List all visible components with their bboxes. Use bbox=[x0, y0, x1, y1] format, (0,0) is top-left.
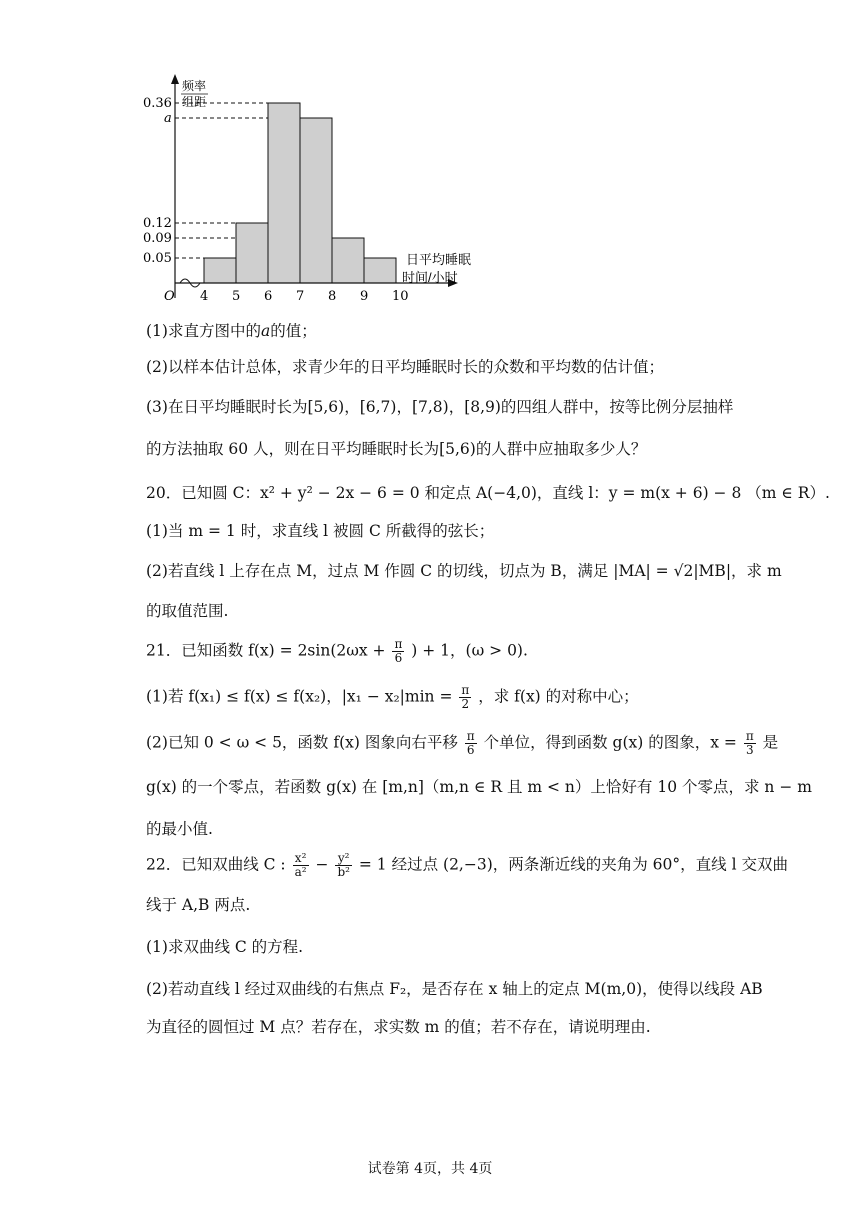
histogram-bar bbox=[204, 258, 236, 283]
q20-part2-line2: 的取值范围. bbox=[146, 602, 229, 620]
histogram-bar bbox=[236, 223, 268, 283]
q21-part2-line2: g(x) 的一个零点，若函数 g(x) 在 [m,n]（m,n ∈ R 且 m < n）上恰好有 10 个零点，求 n − m bbox=[146, 778, 812, 796]
q21-part1 bbox=[146, 684, 820, 711]
frac-num: π bbox=[461, 683, 470, 697]
frac-den: 2 bbox=[461, 697, 470, 711]
q22-part2-line1: (2)若动直线 l 经过双曲线的右焦点 F₂，是否存在 x 轴上的定点 M(m,0)，使得以线段 AB bbox=[146, 980, 763, 998]
q20-stem: 20．已知圆 C：x² + y² − 2x − 6 = 0 和定点 A(−4,0)，直线 l：y = m(x + 6) − 8 （m ∈ R）. bbox=[146, 484, 830, 502]
y-tick-label: 0.09 bbox=[143, 231, 172, 246]
ylabel-top: 频率 bbox=[182, 79, 207, 93]
histogram-bar bbox=[300, 118, 332, 283]
x-tick-label: 10 bbox=[392, 289, 409, 304]
q22-stem-post: = 1 经过点 (2,−3)，两条渐近线的夹角为 60°，直线 l 交双曲 bbox=[358, 855, 788, 874]
ylabel-bottom: 组距 bbox=[182, 95, 207, 109]
frac-num: π bbox=[466, 729, 475, 743]
page-footer: 试卷第 4页，共 4页 bbox=[367, 1161, 493, 1177]
q19-p1-var: a bbox=[260, 322, 271, 340]
q22-stem-line2: 线于 A,B 两点. bbox=[146, 896, 251, 914]
q19-p1-post: 的值； bbox=[270, 322, 317, 340]
q21-p1-frac bbox=[459, 684, 471, 711]
q20-part1: (1)当 m = 1 时，求直线 l 被圆 C 所截得的弦长； bbox=[146, 522, 495, 540]
frac-den: 6 bbox=[394, 651, 403, 665]
histogram-chart bbox=[140, 70, 480, 310]
q22-stem bbox=[146, 852, 820, 879]
y-axis-arrow bbox=[171, 74, 179, 84]
q21-stem-post: ) + 1，(ω > 0). bbox=[411, 641, 528, 660]
histogram-bar bbox=[268, 103, 300, 283]
q19-part2: (2)以样本估计总体，求青少年的日平均睡眠时长的众数和平均数的估计值； bbox=[146, 358, 664, 376]
q22-part1: (1)求双曲线 C 的方程. bbox=[146, 938, 304, 956]
frac-den: b² bbox=[337, 865, 350, 879]
frac-num: π bbox=[394, 637, 403, 651]
q20-part2-line1: (2)若直线 l 上存在点 M，过点 M 作圆 C 的切线，切点为 B，满足 |MA| = √2|MB|，求 m bbox=[146, 562, 782, 580]
x-tick-label: 5 bbox=[232, 289, 241, 304]
frac-num: x² bbox=[293, 852, 309, 866]
y-tick-label: 0.12 bbox=[143, 216, 172, 231]
y-tick-label: a bbox=[164, 111, 172, 126]
xlabel-line2: 时间/小时 bbox=[402, 270, 458, 285]
q21-stem-frac bbox=[392, 638, 404, 665]
histogram-bar bbox=[332, 238, 364, 283]
frac-num: y² bbox=[335, 852, 352, 866]
x-tick-label: 9 bbox=[360, 289, 369, 304]
origin-label: O bbox=[164, 289, 175, 304]
frac-den: a² bbox=[294, 865, 307, 879]
q21-part2-line3: 的最小值. bbox=[146, 820, 213, 838]
q19-part3-line2: 的方法抽取 60 人，则在日平均睡眠时长为[5,6)的人群中应抽取多少人？ bbox=[146, 440, 647, 458]
q22-stem-pre: 22．已知双曲线 C : bbox=[146, 855, 286, 874]
frac-num: π bbox=[745, 729, 754, 743]
x-tick-label: 6 bbox=[264, 289, 273, 304]
q21-p2-mid: 个单位，得到函数 g(x) 的图象，x = bbox=[483, 733, 737, 752]
q21-part2-line1 bbox=[146, 730, 820, 757]
y-tick-label: 0.05 bbox=[143, 251, 172, 266]
x-tick-label: 8 bbox=[328, 289, 337, 304]
bars bbox=[204, 103, 396, 283]
q21-stem bbox=[146, 638, 820, 665]
frac-den: 6 bbox=[466, 743, 475, 757]
q22-frac-x bbox=[293, 852, 309, 879]
q19-p1-pre: (1)求直方图中的 bbox=[146, 322, 261, 340]
q19-part3-line1: (3)在日平均睡眠时长为[5,6)，[6,7)，[7,8)，[8,9)的四组人群中，按等比例分层抽样 bbox=[146, 398, 734, 416]
q21-p2-frac2 bbox=[744, 730, 756, 757]
q21-p2-post: 是 bbox=[762, 733, 779, 752]
y-tick-label: 0.36 bbox=[143, 96, 172, 111]
x-tick-label: 7 bbox=[296, 289, 305, 304]
q21-p2-frac1 bbox=[465, 730, 477, 757]
histogram-bar bbox=[364, 258, 396, 283]
x-tick-label: 4 bbox=[200, 289, 209, 304]
frac-den: 3 bbox=[745, 743, 754, 757]
xlabel-line1: 日平均睡眠 bbox=[406, 252, 472, 267]
q21-stem-pre: 21．已知函数 f(x) = 2sin(2ωx + bbox=[146, 641, 386, 660]
q22-part2-line2: 为直径的圆恒过 M 点？若存在，求实数 m 的值；若不存在，请说明理由. bbox=[146, 1018, 651, 1036]
q19-part1 bbox=[146, 320, 820, 342]
q21-p1-pre: (1)若 f(x₁) ≤ f(x) ≤ f(x₂)，|x₁ − x₂|min = bbox=[146, 687, 453, 706]
q21-p2-pre: (2)已知 0 < ω < 5，函数 f(x) 图象向右平移 bbox=[146, 733, 458, 752]
q21-p1-post: ，求 f(x) 的对称中心； bbox=[478, 687, 639, 706]
q22-frac-y bbox=[335, 852, 352, 879]
q22-minus: − bbox=[315, 855, 329, 874]
